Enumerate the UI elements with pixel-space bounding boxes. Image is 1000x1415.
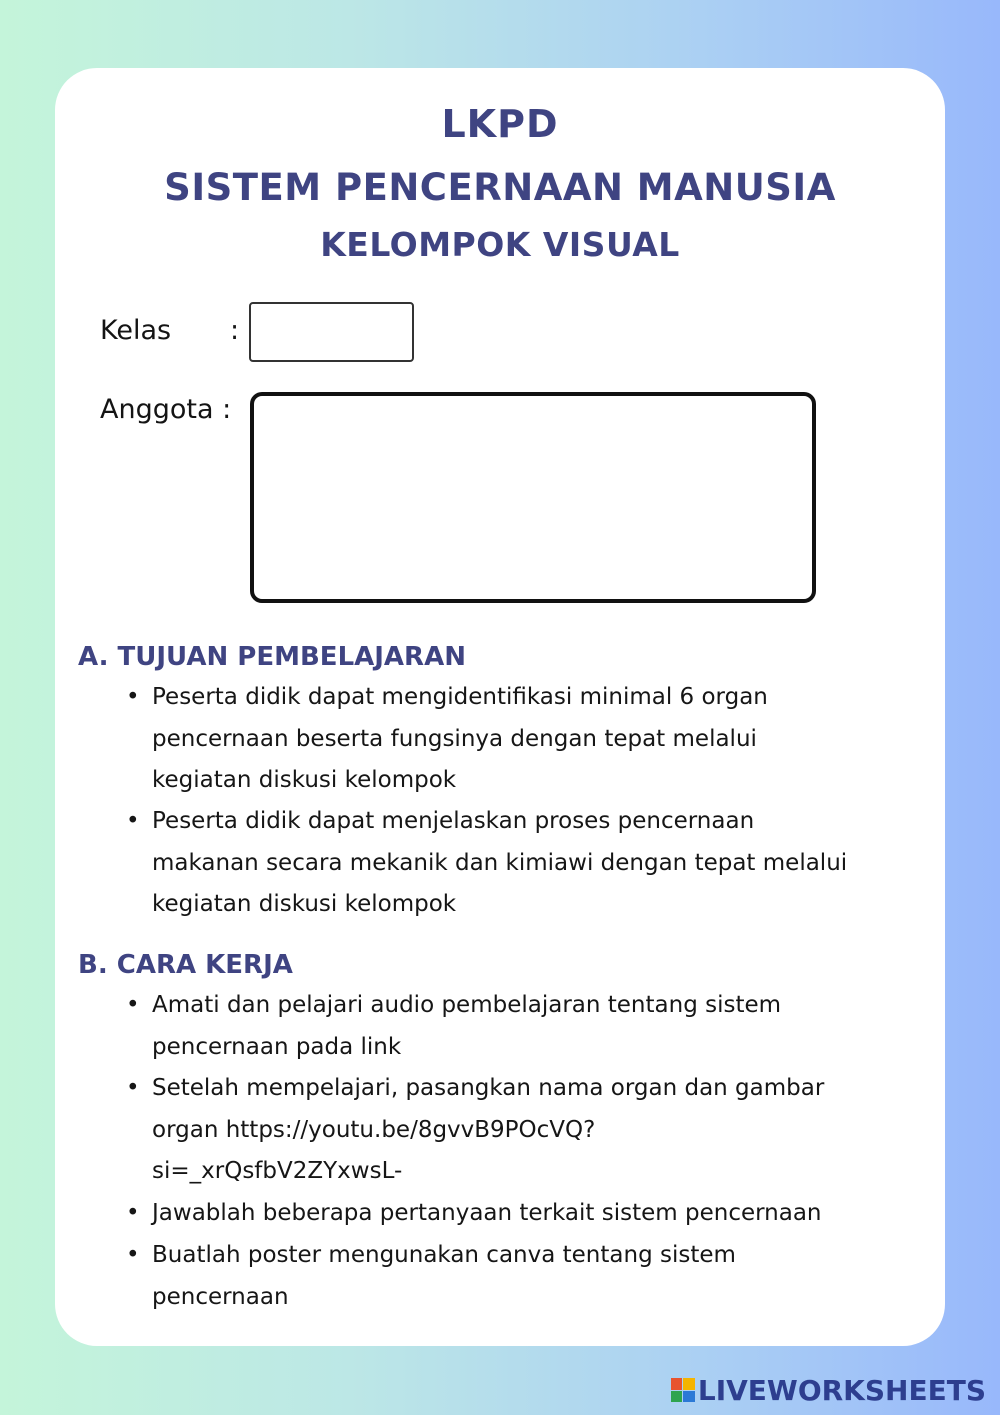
section-b-heading: B. CARA KERJA bbox=[78, 950, 293, 980]
section-a-heading: A. TUJUAN PEMBELAJARAN bbox=[78, 642, 466, 672]
group-name: KELOMPOK VISUAL bbox=[320, 225, 680, 264]
list-item bbox=[126, 1235, 866, 1318]
worksheet-title: LKPD bbox=[441, 102, 559, 146]
list-item bbox=[126, 1068, 866, 1193]
list-item-line: Jawablah beberapa pertanyaan terkait sistem pencernaan bbox=[152, 1200, 822, 1226]
list-item-line: pencernaan bbox=[152, 1283, 289, 1310]
bullet-icon: • bbox=[126, 1200, 140, 1226]
list-item-line: pencernaan pada link bbox=[152, 1033, 402, 1060]
list-item-line: Peserta didik dapat mengidentifikasi minimal 6 organ bbox=[152, 684, 768, 710]
list-item-line: Setelah mempelajari, pasangkan nama organ dan gambar bbox=[152, 1075, 825, 1101]
logo-square bbox=[671, 1391, 683, 1403]
logo-square bbox=[683, 1391, 695, 1403]
bullet-icon: • bbox=[126, 1075, 140, 1101]
logo-square bbox=[671, 1378, 683, 1390]
anggota-label: Anggota : bbox=[100, 394, 232, 425]
logo-square bbox=[683, 1378, 695, 1390]
list-item bbox=[126, 801, 866, 926]
liveworksheets-brand-text: LIVEWORKSHEETS bbox=[697, 1373, 986, 1407]
worksheet-subtitle: SISTEM PENCERNAAN MANUSIA bbox=[164, 166, 836, 209]
bullet-icon: • bbox=[126, 808, 140, 834]
anggota-input[interactable] bbox=[250, 392, 816, 603]
kelas-label: Kelas bbox=[100, 315, 172, 346]
bullet-icon: • bbox=[126, 992, 140, 1018]
list-item bbox=[126, 1193, 866, 1235]
list-item-line: kegiatan diskusi kelompok bbox=[152, 891, 457, 917]
list-item-line: kegiatan diskusi kelompok bbox=[152, 767, 457, 793]
bullet-icon: • bbox=[126, 1242, 140, 1268]
kelas-colon: : bbox=[230, 315, 240, 346]
youtube-link[interactable]: organ https://youtu.be/8gvvB9POcVQ? bbox=[152, 1116, 596, 1143]
list-item bbox=[126, 677, 866, 802]
list-item-line: pencernaan beserta fungsinya dengan tepat melalui bbox=[152, 725, 757, 752]
list-item-line: Peserta didik dapat menjelaskan proses pencernaan bbox=[152, 808, 755, 834]
list-item-line: makanan secara mekanik dan kimiawi dengan tepat melalui bbox=[152, 849, 848, 876]
list-item-line: Buatlah poster mengunakan canva tentang sistem bbox=[152, 1242, 736, 1268]
liveworksheets-branding bbox=[671, 1373, 986, 1407]
bullet-icon: • bbox=[126, 684, 140, 710]
youtube-link-continued[interactable]: si=_xrQsfbV2ZYxwsL- bbox=[152, 1158, 403, 1184]
list-item bbox=[126, 985, 866, 1068]
list-item-line: Amati dan pelajari audio pembelajaran tentang sistem bbox=[152, 992, 782, 1018]
liveworksheets-logo-icon bbox=[671, 1378, 695, 1402]
kelas-input[interactable] bbox=[249, 302, 414, 362]
